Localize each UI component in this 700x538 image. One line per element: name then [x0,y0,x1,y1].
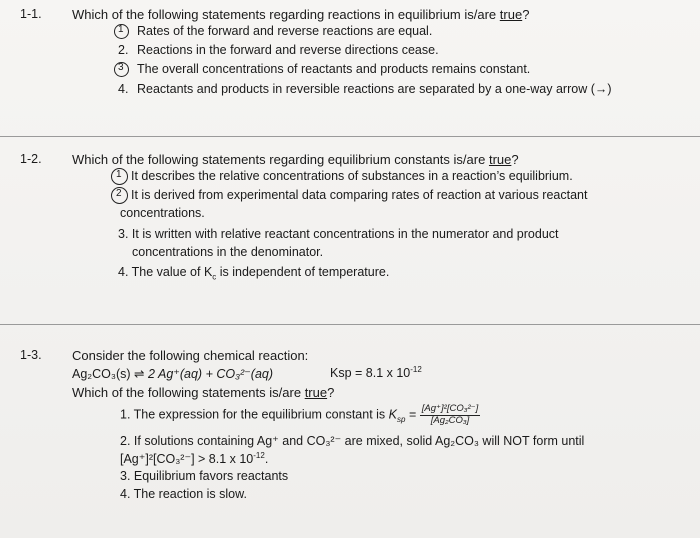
option-mark: 1 [116,169,122,180]
question-stem [72,152,519,167]
fraction-numerator: [Ag⁺]²[CO₃²⁻] [421,403,479,414]
question-number: 1-1. [20,7,42,21]
option-text [120,451,268,466]
option-text: It is derived from experimental data comparing rates of reaction at various reactant [131,188,588,202]
stem-text: Which of the following statements is/are [72,385,302,400]
stem-emphasis: true [499,7,523,22]
option-text-prefix: [Ag⁺]²[CO₃²⁻] > 8.1 x 10 [120,452,254,466]
equals-sign: = [408,407,417,422]
question-intro: Consider the following chemical reaction: [72,348,309,363]
option-text: Reactions in the forward and reverse directions cease. [137,43,439,57]
chemical-reaction [72,366,273,381]
option-mark: 2. [118,43,129,57]
option-text [120,404,480,427]
stem-suffix: ? [511,152,519,167]
option-text: Rates of the forward and reverse reactions are equal. [137,24,433,38]
section-divider [0,136,700,137]
option-text: 3. It is written with relative reactant concentrations in the numerator and product [118,227,559,241]
equilibrium-arrow: ⇌ [134,367,145,381]
option-text: 2. If solutions containing Ag⁺ and CO₃²⁻ are mixed, solid Ag₂CO₃ will NOT form until [120,434,585,448]
exponent: -12 [410,364,422,374]
option-mark: 1 [118,24,124,35]
question-stem [72,7,529,22]
option-text-prefix: 1. The expression for the equilibrium constant is [120,407,386,422]
option-mark: 3 [118,62,124,73]
products: 2 Ag⁺(aq) + CO₃²⁻(aq) [148,367,274,381]
option-text: Reactants and products in reversible reactions are separated by a one-way arrow (→) [137,82,612,96]
option-text: concentrations in the denominator. [132,245,324,259]
option-text: 3. Equilibrium favors reactants [120,469,289,483]
option-mark: 4. [118,82,129,96]
option-text: 4. The reaction is slow. [120,487,247,501]
option-text: The overall concentrations of reactants and products remains constant. [137,62,531,76]
stem-emphasis: true [488,152,512,167]
section-divider [0,324,700,325]
option-text-prefix: 4. The value of K [118,265,213,279]
question-number: 1-3. [20,348,42,362]
option-mark: 2 [116,188,122,199]
question-number: 1-2. [20,152,42,166]
stem-text: Which of the following statements regarding equilibrium constants is/are [72,152,486,167]
subscript: sp [397,415,406,425]
reactant: Ag₂CO₃(s) [72,367,131,381]
fraction-denominator: [Ag₂CO₃] [430,414,470,426]
option-text [118,265,390,282]
stem-emphasis: true [304,385,328,400]
option-text: It describes the relative concentrations of substances in a reaction’s equilibrium. [131,169,573,183]
k-symbol: K [388,407,398,422]
stem-suffix: ? [522,7,530,22]
stem-suffix: ? [327,385,335,400]
subscript: c [212,272,217,282]
option-text-suffix: . [264,452,269,466]
exponent: -12 [253,450,265,460]
equilibrium-fraction [420,404,481,427]
stem-text: Which of the following statements regarding reactions in equilibrium is/are [72,7,497,22]
ksp-value [330,366,422,380]
option-text-suffix: is independent of temperature. [216,265,390,279]
option-text: concentrations. [120,206,205,220]
ksp-label: Ksp = 8.1 x 10 [330,366,411,380]
question-stem [72,385,334,400]
